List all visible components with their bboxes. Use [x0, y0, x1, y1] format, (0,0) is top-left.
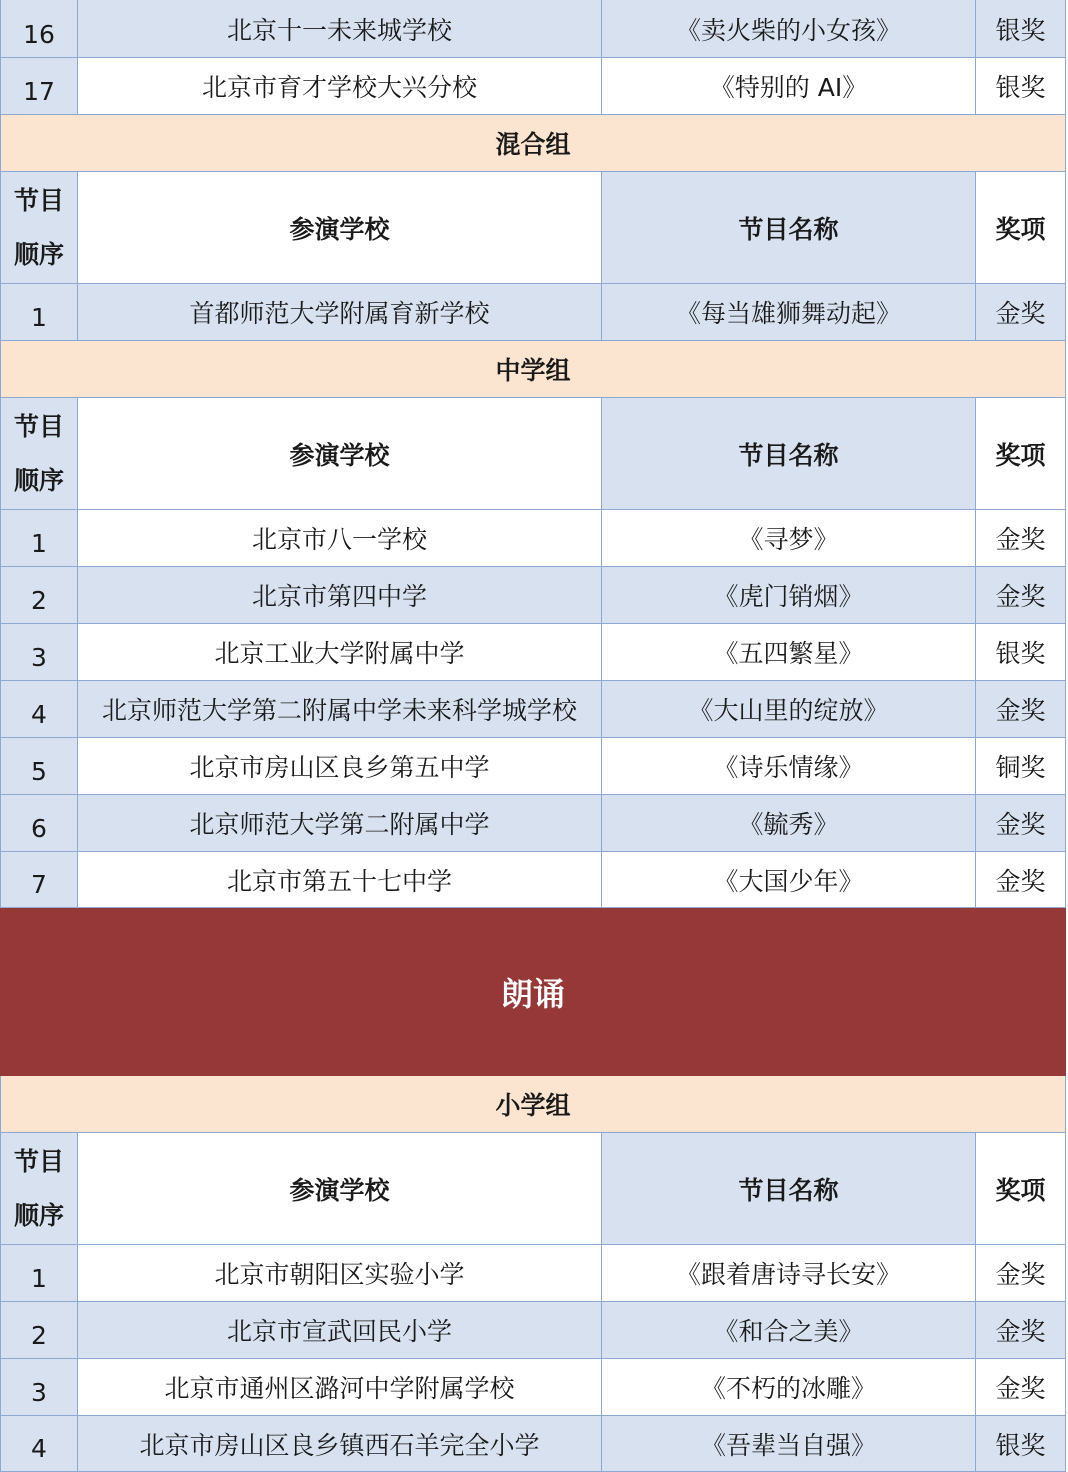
- table-row: [0, 1302, 1066, 1359]
- program-header: 节目名称: [602, 1133, 976, 1245]
- order-cell: 16: [0, 0, 78, 58]
- order-header: [0, 172, 78, 284]
- program-cell: 《不朽的冰雕》: [602, 1359, 976, 1416]
- order-cell: 2: [0, 567, 78, 624]
- school-cell: 北京市第五十七中学: [78, 852, 602, 908]
- school-header: 参演学校: [78, 398, 602, 510]
- header-row: [0, 172, 1066, 284]
- table-row: [0, 1416, 1066, 1472]
- award-header: 奖项: [976, 1133, 1066, 1245]
- school-header: 参演学校: [78, 1133, 602, 1245]
- order-header-line2: 顺序: [13, 239, 64, 269]
- order-header: [0, 398, 78, 510]
- table-row: [0, 58, 1066, 115]
- order-cell: 4: [0, 1416, 78, 1472]
- school-cell: 北京市第四中学: [78, 567, 602, 624]
- award-cell: 金奖: [976, 510, 1066, 567]
- program-header: 节目名称: [602, 172, 976, 284]
- table-row: [0, 1359, 1066, 1416]
- school-cell: 北京十一未来城学校: [78, 0, 602, 58]
- order-header: [0, 1133, 78, 1245]
- school-cell: 北京市育才学校大兴分校: [78, 58, 602, 115]
- table-row: [0, 567, 1066, 624]
- program-header: 节目名称: [602, 398, 976, 510]
- table-row: [0, 624, 1066, 681]
- order-cell: 7: [0, 852, 78, 908]
- table-row: [0, 852, 1066, 908]
- table-row: [0, 510, 1066, 567]
- award-cell: 银奖: [976, 1416, 1066, 1472]
- program-cell: 《诗乐情缘》: [602, 738, 976, 795]
- program-cell: 《大山里的绽放》: [602, 681, 976, 738]
- program-cell: 《吾辈当自强》: [602, 1416, 976, 1472]
- table-row: [0, 681, 1066, 738]
- order-header-line2: 顺序: [13, 1200, 64, 1230]
- program-cell: 《虎门销烟》: [602, 567, 976, 624]
- award-cell: 金奖: [976, 1302, 1066, 1359]
- order-header-line1: 节目: [13, 185, 64, 215]
- award-cell: 金奖: [976, 1245, 1066, 1302]
- order-header-line1: 节目: [13, 411, 64, 441]
- award-cell: 金奖: [976, 852, 1066, 908]
- group-title-primary: 小学组: [0, 1076, 1066, 1133]
- order-cell: 2: [0, 1302, 78, 1359]
- award-cell: 金奖: [976, 567, 1066, 624]
- program-cell: 《五四繁星》: [602, 624, 976, 681]
- program-cell: 《寻梦》: [602, 510, 976, 567]
- award-cell: 金奖: [976, 1359, 1066, 1416]
- order-cell: 1: [0, 284, 78, 341]
- category-banner: 朗诵: [0, 908, 1066, 1076]
- order-cell: 1: [0, 510, 78, 567]
- header-row: [0, 398, 1066, 510]
- program-cell: 《卖火柴的小女孩》: [602, 0, 976, 58]
- school-cell: 北京市房山区良乡第五中学: [78, 738, 602, 795]
- program-cell: 《毓秀》: [602, 795, 976, 852]
- school-cell: 北京市宣武回民小学: [78, 1302, 602, 1359]
- school-header: 参演学校: [78, 172, 602, 284]
- program-cell: 《特别的 AI》: [602, 58, 976, 115]
- award-cell: 银奖: [976, 0, 1066, 58]
- header-row: [0, 1133, 1066, 1245]
- award-cell: 铜奖: [976, 738, 1066, 795]
- school-cell: 首都师范大学附属育新学校: [78, 284, 602, 341]
- school-cell: 北京市房山区良乡镇西石羊完全小学: [78, 1416, 602, 1472]
- school-cell: 北京市八一学校: [78, 510, 602, 567]
- order-cell: 3: [0, 1359, 78, 1416]
- order-header-line2: 顺序: [13, 465, 64, 495]
- order-header-line1: 节目: [13, 1146, 64, 1176]
- school-cell: 北京市通州区潞河中学附属学校: [78, 1359, 602, 1416]
- school-cell: 北京师范大学第二附属中学未来科学城学校: [78, 681, 602, 738]
- table-row: [0, 0, 1066, 58]
- program-cell: 《每当雄狮舞动起》: [602, 284, 976, 341]
- award-cell: 银奖: [976, 624, 1066, 681]
- award-header: 奖项: [976, 172, 1066, 284]
- program-cell: 《和合之美》: [602, 1302, 976, 1359]
- order-cell: 1: [0, 1245, 78, 1302]
- award-cell: 金奖: [976, 681, 1066, 738]
- order-cell: 3: [0, 624, 78, 681]
- program-cell: 《跟着唐诗寻长安》: [602, 1245, 976, 1302]
- table-row: [0, 795, 1066, 852]
- program-cell: 《大国少年》: [602, 852, 976, 908]
- award-header: 奖项: [976, 398, 1066, 510]
- table-row: [0, 738, 1066, 795]
- group-title-middle: 中学组: [0, 341, 1066, 398]
- order-cell: 4: [0, 681, 78, 738]
- order-cell: 17: [0, 58, 78, 115]
- group-title-mixed: 混合组: [0, 115, 1066, 172]
- order-cell: 6: [0, 795, 78, 852]
- school-cell: 北京市朝阳区实验小学: [78, 1245, 602, 1302]
- school-cell: 北京师范大学第二附属中学: [78, 795, 602, 852]
- award-cell: 金奖: [976, 795, 1066, 852]
- table-row: [0, 1245, 1066, 1302]
- award-cell: 银奖: [976, 58, 1066, 115]
- award-cell: 金奖: [976, 284, 1066, 341]
- order-cell: 5: [0, 738, 78, 795]
- table-row: [0, 284, 1066, 341]
- school-cell: 北京工业大学附属中学: [78, 624, 602, 681]
